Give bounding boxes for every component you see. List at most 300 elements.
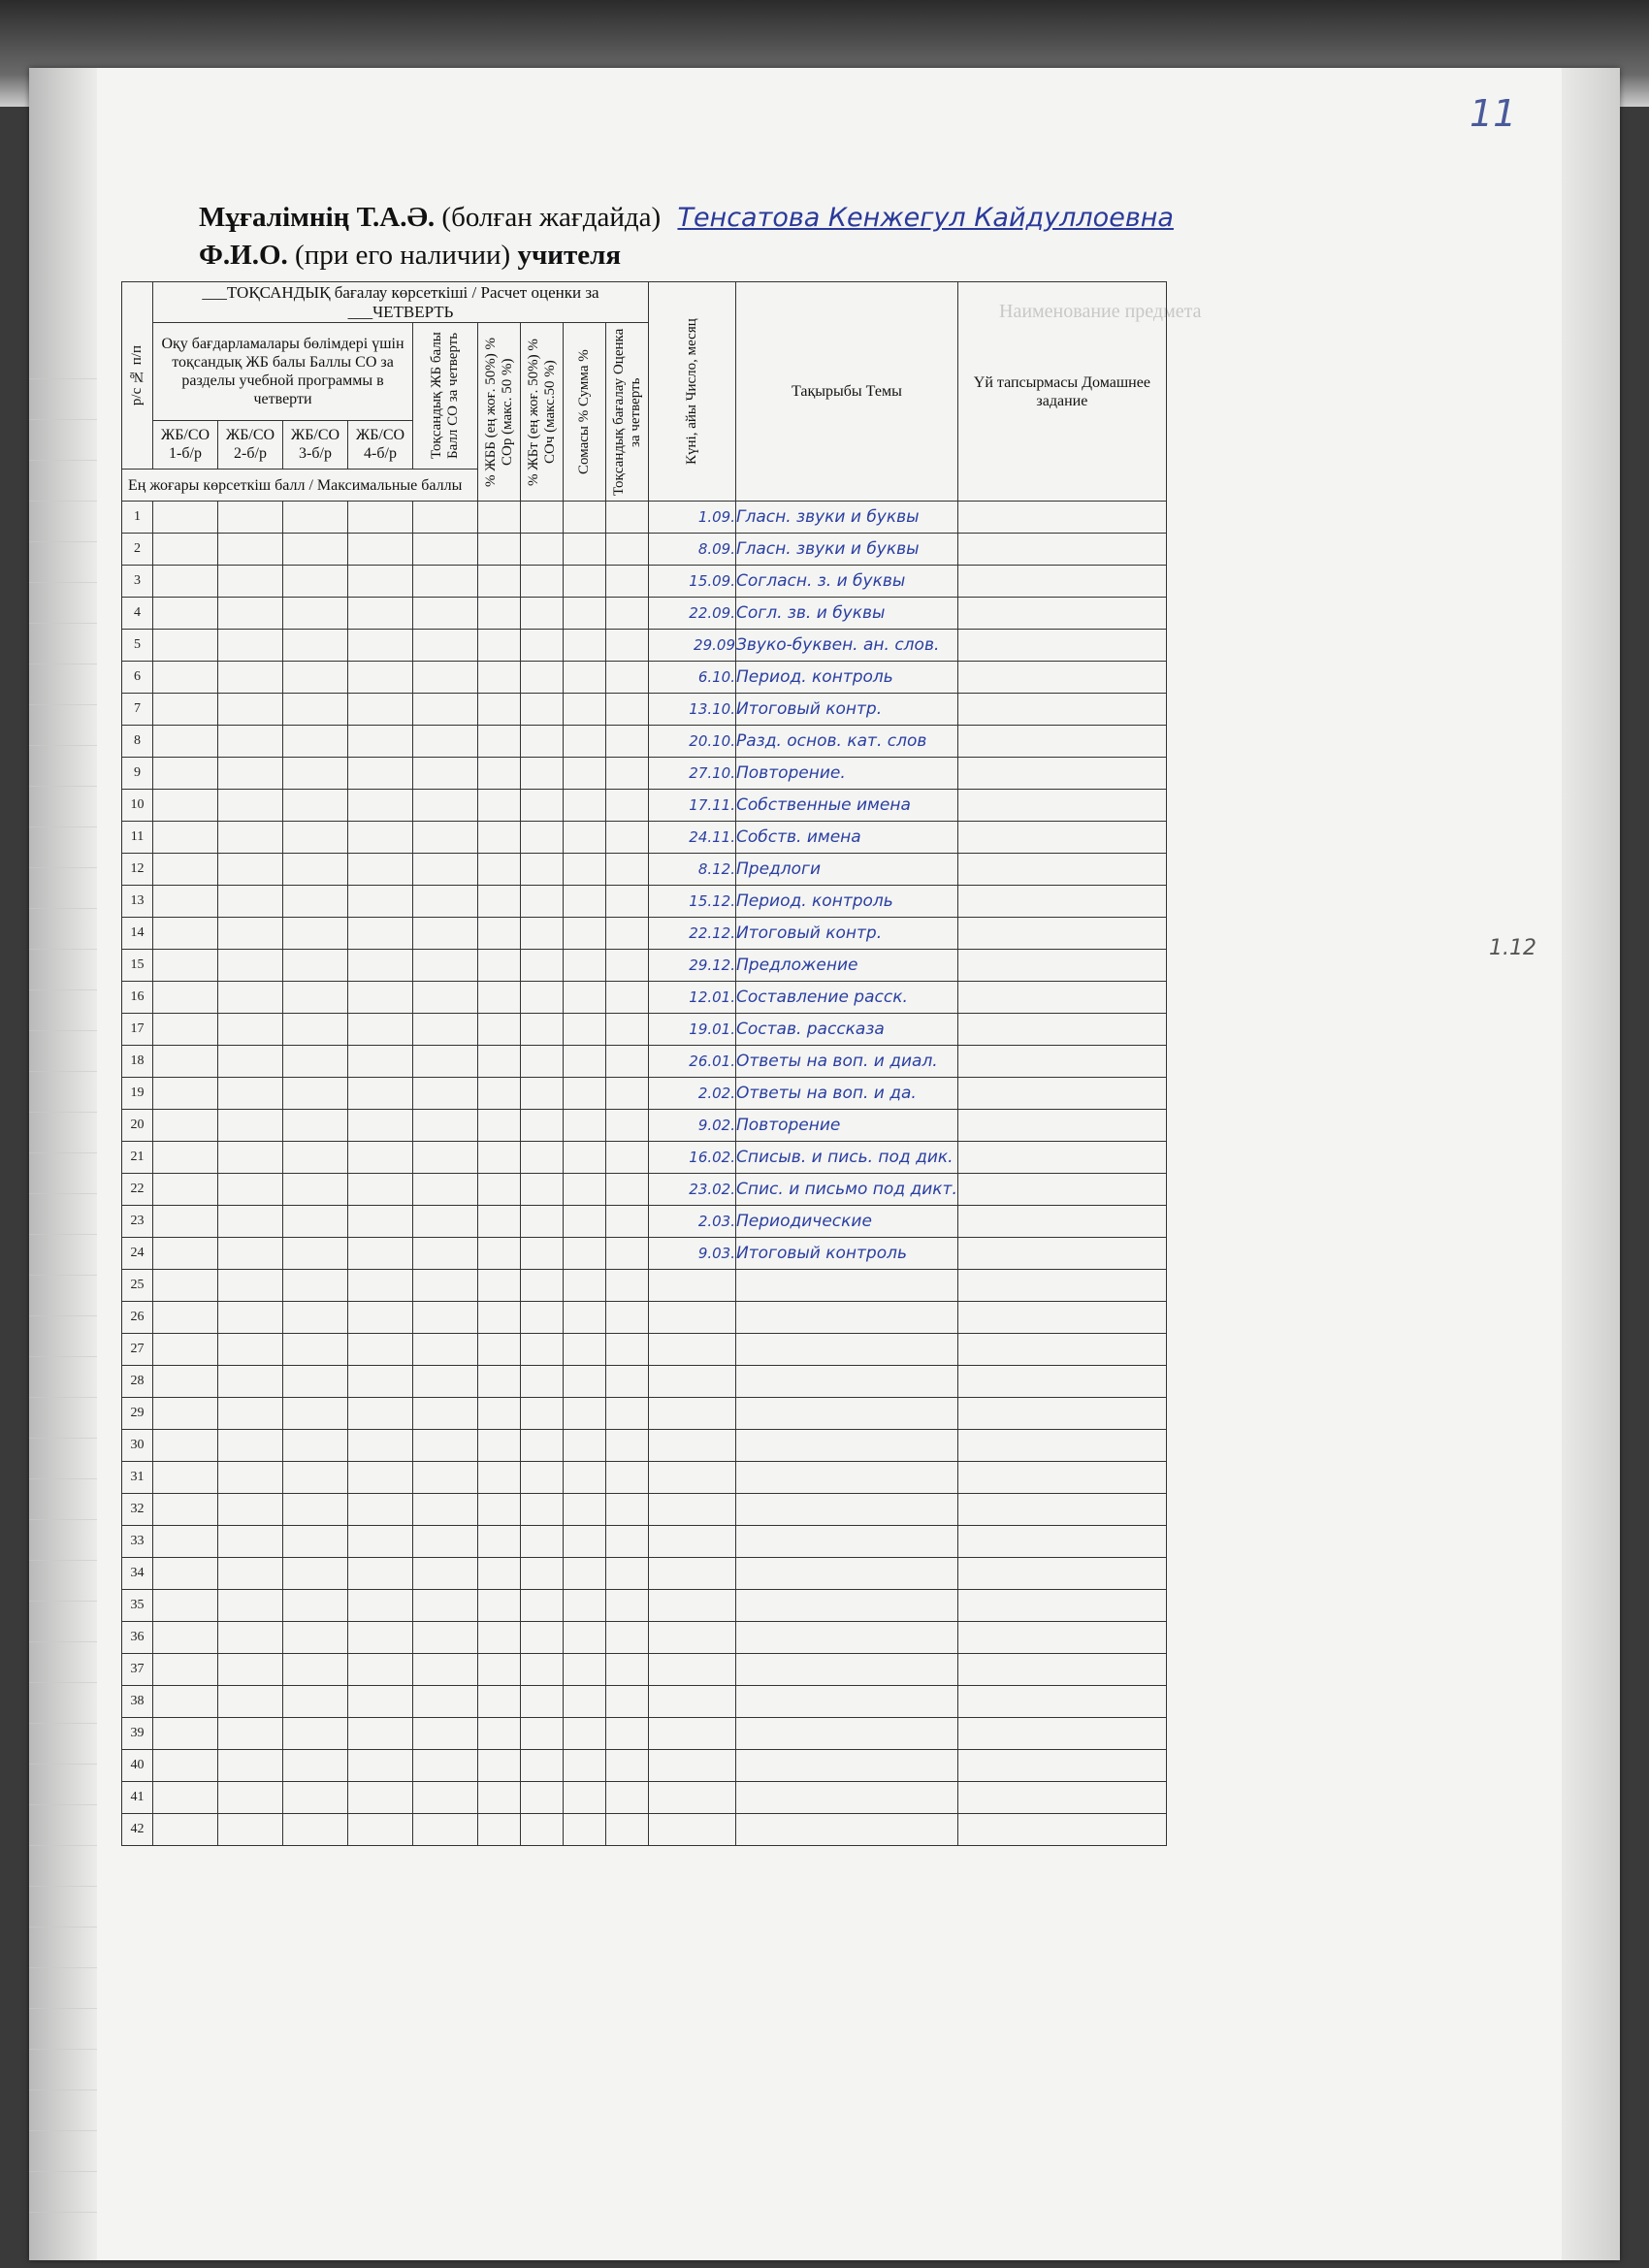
score-cell bbox=[521, 1014, 564, 1046]
row-number: 42 bbox=[122, 1814, 153, 1846]
homework-cell bbox=[957, 694, 1166, 726]
score-cell bbox=[478, 1046, 521, 1078]
score-cell bbox=[283, 566, 348, 598]
score-cell bbox=[606, 726, 649, 758]
score-cell bbox=[283, 1814, 348, 1846]
table-row bbox=[122, 886, 1167, 918]
lesson-date bbox=[649, 1302, 736, 1334]
score-cell bbox=[606, 790, 649, 822]
score-cell bbox=[153, 1142, 218, 1174]
homework-cell bbox=[957, 918, 1166, 950]
score-cell bbox=[521, 758, 564, 790]
score-cell bbox=[348, 854, 413, 886]
lesson-topic: Период. контроль bbox=[736, 662, 958, 694]
score-cell bbox=[521, 662, 564, 694]
score-cell bbox=[218, 790, 283, 822]
table-row bbox=[122, 1686, 1167, 1718]
score-cell bbox=[564, 1142, 606, 1174]
score-cell bbox=[413, 1494, 478, 1526]
lesson-topic bbox=[736, 1782, 958, 1814]
quarter-score-header: Тоқсандық ЖБ балы Балл СО за четверть bbox=[413, 323, 478, 470]
row-number: 6 bbox=[122, 662, 153, 694]
lesson-topic: Итоговый контр. bbox=[736, 918, 958, 950]
score-cell bbox=[413, 1750, 478, 1782]
score-cell bbox=[413, 534, 478, 566]
table-row bbox=[122, 918, 1167, 950]
score-cell bbox=[348, 1718, 413, 1750]
score-cell bbox=[283, 662, 348, 694]
row-number: 25 bbox=[122, 1270, 153, 1302]
score-cell bbox=[606, 1462, 649, 1494]
homework-cell bbox=[957, 1014, 1166, 1046]
lesson-date: 13.10. bbox=[649, 694, 736, 726]
score-cell bbox=[283, 982, 348, 1014]
score-cell bbox=[564, 1558, 606, 1590]
score-cell bbox=[153, 598, 218, 630]
score-cell bbox=[283, 1398, 348, 1430]
score-cell bbox=[413, 1110, 478, 1142]
score-cell bbox=[283, 1686, 348, 1718]
row-number: 18 bbox=[122, 1046, 153, 1078]
score-cell bbox=[413, 1046, 478, 1078]
homework-cell bbox=[957, 1494, 1166, 1526]
row-number: 16 bbox=[122, 982, 153, 1014]
lesson-topic: Период. контроль bbox=[736, 886, 958, 918]
score-cell bbox=[478, 1782, 521, 1814]
row-number: 7 bbox=[122, 694, 153, 726]
score-cell bbox=[413, 1206, 478, 1238]
score-cell bbox=[283, 1430, 348, 1462]
score-cell bbox=[413, 1430, 478, 1462]
row-number: 13 bbox=[122, 886, 153, 918]
lesson-date: 29.12. bbox=[649, 950, 736, 982]
row-number: 26 bbox=[122, 1302, 153, 1334]
score-cell bbox=[348, 1814, 413, 1846]
score-cell bbox=[413, 1654, 478, 1686]
row-number: 4 bbox=[122, 598, 153, 630]
score-cell bbox=[521, 1270, 564, 1302]
max-scores-label: Ең жоғары көрсеткіш балл / Максимальные баллы bbox=[122, 470, 478, 502]
score-cell bbox=[283, 790, 348, 822]
score-cell bbox=[478, 1110, 521, 1142]
score-cell bbox=[521, 1174, 564, 1206]
score-cell bbox=[478, 1366, 521, 1398]
score-cell bbox=[478, 662, 521, 694]
table-row bbox=[122, 1462, 1167, 1494]
score-cell bbox=[348, 1270, 413, 1302]
score-cell bbox=[153, 662, 218, 694]
homework-cell bbox=[957, 982, 1166, 1014]
homework-cell bbox=[957, 534, 1166, 566]
score-cell bbox=[153, 918, 218, 950]
quarter-header-row bbox=[122, 282, 1167, 323]
score-cell bbox=[564, 822, 606, 854]
score-cell bbox=[521, 1558, 564, 1590]
score-cell bbox=[348, 502, 413, 534]
table-row bbox=[122, 726, 1167, 758]
score-cell bbox=[564, 1654, 606, 1686]
score-cell bbox=[606, 1558, 649, 1590]
score-cell bbox=[521, 1782, 564, 1814]
lesson-date: 20.10. bbox=[649, 726, 736, 758]
score-cell bbox=[348, 1078, 413, 1110]
score-cell bbox=[606, 1174, 649, 1206]
score-cell bbox=[283, 1750, 348, 1782]
score-cell bbox=[478, 822, 521, 854]
score-cell bbox=[218, 1238, 283, 1270]
score-cell bbox=[283, 1014, 348, 1046]
sections-header: Оқу бағдарламалары бөлімдері үшін тоқсандық ЖБ балы Баллы СО за разделы учебной программы в четверти bbox=[153, 323, 413, 421]
score-cell bbox=[564, 1014, 606, 1046]
teacher-ru-suffix: учителя bbox=[517, 240, 622, 271]
score-cell bbox=[564, 1462, 606, 1494]
score-cell bbox=[413, 1174, 478, 1206]
score-cell bbox=[606, 598, 649, 630]
score-cell bbox=[348, 1590, 413, 1622]
lesson-topic: Гласн. звуки и буквы bbox=[736, 534, 958, 566]
score-cell bbox=[153, 694, 218, 726]
score-cell bbox=[413, 1718, 478, 1750]
homework-cell bbox=[957, 1206, 1166, 1238]
lesson-date bbox=[649, 1654, 736, 1686]
score-cell bbox=[521, 1750, 564, 1782]
score-cell bbox=[153, 982, 218, 1014]
score-cell bbox=[478, 1430, 521, 1462]
lesson-date: 12.01. bbox=[649, 982, 736, 1014]
score-cell bbox=[478, 758, 521, 790]
lesson-date: 27.10. bbox=[649, 758, 736, 790]
score-cell bbox=[521, 502, 564, 534]
lesson-topic bbox=[736, 1526, 958, 1558]
score-cell bbox=[348, 1334, 413, 1366]
score-cell bbox=[606, 1238, 649, 1270]
score-cell bbox=[521, 790, 564, 822]
table-row bbox=[122, 662, 1167, 694]
score-cell bbox=[153, 950, 218, 982]
score-cell bbox=[606, 630, 649, 662]
score-cell bbox=[153, 1462, 218, 1494]
score-cell bbox=[413, 1270, 478, 1302]
lesson-date: 8.12. bbox=[649, 854, 736, 886]
score-cell bbox=[564, 1206, 606, 1238]
score-cell bbox=[153, 1046, 218, 1078]
score-cell bbox=[283, 1270, 348, 1302]
score-cell bbox=[564, 1366, 606, 1398]
score-cell bbox=[153, 1718, 218, 1750]
score-cell bbox=[564, 758, 606, 790]
row-number: 38 bbox=[122, 1686, 153, 1718]
row-number: 11 bbox=[122, 822, 153, 854]
score-cell bbox=[478, 630, 521, 662]
lesson-date: 15.12. bbox=[649, 886, 736, 918]
row-number: 5 bbox=[122, 630, 153, 662]
score-cell bbox=[606, 1590, 649, 1622]
grade-journal-table bbox=[121, 281, 1167, 1846]
score-cell bbox=[413, 918, 478, 950]
score-cell bbox=[348, 886, 413, 918]
score-cell bbox=[521, 1462, 564, 1494]
score-cell bbox=[478, 918, 521, 950]
score-cell bbox=[348, 1206, 413, 1238]
lesson-date bbox=[649, 1814, 736, 1846]
lesson-topic: Ответы на воп. и диал. bbox=[736, 1046, 958, 1078]
lesson-date: 22.09. bbox=[649, 598, 736, 630]
score-cell bbox=[218, 1078, 283, 1110]
score-cell bbox=[348, 630, 413, 662]
homework-cell bbox=[957, 1110, 1166, 1142]
score-cell bbox=[348, 1110, 413, 1142]
homework-cell bbox=[957, 726, 1166, 758]
score-cell bbox=[283, 1238, 348, 1270]
lesson-topic bbox=[736, 1366, 958, 1398]
score-cell bbox=[218, 502, 283, 534]
table-row bbox=[122, 1782, 1167, 1814]
score-cell bbox=[478, 1622, 521, 1654]
score-cell bbox=[218, 822, 283, 854]
teacher-name-handwritten: Тенсатова Кенжегул Кайдуллоевна bbox=[677, 203, 1174, 233]
score-cell bbox=[564, 1270, 606, 1302]
teacher-kz-note: (болған жағдайда) bbox=[441, 202, 662, 233]
lesson-topic: Состав. рассказа bbox=[736, 1014, 958, 1046]
row-number: 8 bbox=[122, 726, 153, 758]
table-row bbox=[122, 822, 1167, 854]
score-cell bbox=[521, 1718, 564, 1750]
row-number: 40 bbox=[122, 1750, 153, 1782]
score-cell bbox=[564, 1078, 606, 1110]
score-cell bbox=[478, 1014, 521, 1046]
lesson-topic: Повторение. bbox=[736, 758, 958, 790]
score-cell bbox=[218, 1814, 283, 1846]
homework-cell bbox=[957, 1174, 1166, 1206]
table-row bbox=[122, 758, 1167, 790]
score-cell bbox=[153, 886, 218, 918]
homework-cell bbox=[957, 1590, 1166, 1622]
lesson-date: 9.03. bbox=[649, 1238, 736, 1270]
score-cell bbox=[348, 1366, 413, 1398]
score-cell bbox=[153, 1430, 218, 1462]
score-cell bbox=[478, 1686, 521, 1718]
score-cell bbox=[153, 1750, 218, 1782]
score-cell bbox=[218, 1302, 283, 1334]
lesson-date bbox=[649, 1750, 736, 1782]
score-cell bbox=[521, 1110, 564, 1142]
score-cell bbox=[413, 694, 478, 726]
score-cell bbox=[478, 1398, 521, 1430]
score-cell bbox=[478, 950, 521, 982]
score-cell bbox=[218, 1494, 283, 1526]
score-cell bbox=[564, 1398, 606, 1430]
score-cell bbox=[283, 1366, 348, 1398]
page-number: 11 bbox=[1470, 92, 1517, 135]
teacher-kz-label: Мұғалімнің Т.А.Ә. bbox=[199, 202, 436, 233]
score-cell bbox=[218, 1430, 283, 1462]
score-cell bbox=[478, 1750, 521, 1782]
score-cell bbox=[413, 1782, 478, 1814]
score-cell bbox=[564, 1718, 606, 1750]
lesson-topic: Согл. зв. и буквы bbox=[736, 598, 958, 630]
lesson-topic bbox=[736, 1814, 958, 1846]
score-cell bbox=[564, 790, 606, 822]
score-cell bbox=[153, 1526, 218, 1558]
homework-cell bbox=[957, 1238, 1166, 1270]
lesson-date bbox=[649, 1686, 736, 1718]
lesson-topic: Составление расск. bbox=[736, 982, 958, 1014]
homework-cell bbox=[957, 1526, 1166, 1558]
score-cell bbox=[606, 662, 649, 694]
score-cell bbox=[478, 534, 521, 566]
score-cell bbox=[413, 502, 478, 534]
score-cell bbox=[606, 822, 649, 854]
lesson-topic bbox=[736, 1462, 958, 1494]
row-number: 15 bbox=[122, 950, 153, 982]
score-cell bbox=[153, 758, 218, 790]
score-cell bbox=[413, 1526, 478, 1558]
score-cell bbox=[413, 758, 478, 790]
score-cell bbox=[413, 1686, 478, 1718]
row-number: 27 bbox=[122, 1334, 153, 1366]
score-cell bbox=[564, 950, 606, 982]
score-cell bbox=[564, 726, 606, 758]
score-cell bbox=[218, 1398, 283, 1430]
score-cell bbox=[413, 1334, 478, 1366]
row-number: 31 bbox=[122, 1462, 153, 1494]
lesson-topic bbox=[736, 1494, 958, 1526]
score-cell bbox=[348, 1494, 413, 1526]
score-cell bbox=[348, 566, 413, 598]
lesson-date bbox=[649, 1398, 736, 1430]
score-cell bbox=[218, 662, 283, 694]
score-cell bbox=[564, 1494, 606, 1526]
lesson-topic bbox=[736, 1430, 958, 1462]
score-cell bbox=[218, 758, 283, 790]
score-cell bbox=[153, 726, 218, 758]
score-cell bbox=[413, 1590, 478, 1622]
score-cell bbox=[564, 1430, 606, 1462]
journal-page bbox=[29, 68, 1620, 2260]
lesson-date: 2.03. bbox=[649, 1206, 736, 1238]
score-cell bbox=[348, 598, 413, 630]
homework-cell bbox=[957, 1558, 1166, 1590]
lesson-topic: Спис. и письмо под дикт. bbox=[736, 1174, 958, 1206]
score-cell bbox=[606, 1014, 649, 1046]
score-cell bbox=[348, 534, 413, 566]
journal-body bbox=[122, 282, 1167, 1846]
row-number: 9 bbox=[122, 758, 153, 790]
lesson-date bbox=[649, 1462, 736, 1494]
score-cell bbox=[283, 1558, 348, 1590]
lesson-topic: Повторение bbox=[736, 1110, 958, 1142]
score-cell bbox=[521, 1430, 564, 1462]
table-row bbox=[122, 598, 1167, 630]
score-cell bbox=[478, 1334, 521, 1366]
score-cell bbox=[348, 726, 413, 758]
score-cell bbox=[521, 918, 564, 950]
score-cell bbox=[521, 1654, 564, 1686]
lesson-date bbox=[649, 1718, 736, 1750]
score-cell bbox=[218, 1718, 283, 1750]
score-cell bbox=[283, 1590, 348, 1622]
lesson-topic: Периодические bbox=[736, 1206, 958, 1238]
row-number: 36 bbox=[122, 1622, 153, 1654]
score-cell bbox=[413, 1622, 478, 1654]
score-cell bbox=[218, 1014, 283, 1046]
score-cell bbox=[413, 854, 478, 886]
score-cell bbox=[564, 918, 606, 950]
score-cell bbox=[478, 982, 521, 1014]
row-number: 34 bbox=[122, 1558, 153, 1590]
so-column-4: ЖБ/СО 4-б/р bbox=[348, 420, 413, 469]
date-header: Күні, айы Число, месяц bbox=[649, 282, 736, 502]
score-cell bbox=[564, 1302, 606, 1334]
score-cell bbox=[521, 1142, 564, 1174]
lesson-date: 24.11. bbox=[649, 822, 736, 854]
table-row bbox=[122, 950, 1167, 982]
score-cell bbox=[564, 1174, 606, 1206]
score-cell bbox=[606, 534, 649, 566]
sum-header: Сомасы % Сумма % bbox=[564, 323, 606, 502]
table-row bbox=[122, 502, 1167, 534]
lesson-topic: Гласн. звуки и буквы bbox=[736, 502, 958, 534]
homework-cell bbox=[957, 566, 1166, 598]
score-cell bbox=[478, 1174, 521, 1206]
score-cell bbox=[348, 1782, 413, 1814]
lesson-date bbox=[649, 1270, 736, 1302]
score-cell bbox=[478, 598, 521, 630]
table-row bbox=[122, 1494, 1167, 1526]
so-column-1: ЖБ/СО 1-б/р bbox=[153, 420, 218, 469]
score-cell bbox=[521, 854, 564, 886]
score-cell bbox=[564, 534, 606, 566]
lesson-topic: Ответы на воп. и да. bbox=[736, 1078, 958, 1110]
score-cell bbox=[153, 1558, 218, 1590]
score-cell bbox=[521, 1526, 564, 1558]
score-cell bbox=[348, 918, 413, 950]
score-cell bbox=[283, 1174, 348, 1206]
score-cell bbox=[478, 1142, 521, 1174]
table-row bbox=[122, 1398, 1167, 1430]
lesson-topic bbox=[736, 1750, 958, 1782]
score-cell bbox=[153, 1782, 218, 1814]
lesson-topic: Собств. имена bbox=[736, 822, 958, 854]
score-cell bbox=[348, 662, 413, 694]
score-cell bbox=[606, 502, 649, 534]
score-cell bbox=[564, 854, 606, 886]
score-cell bbox=[283, 822, 348, 854]
lesson-date: 26.01. bbox=[649, 1046, 736, 1078]
score-cell bbox=[153, 630, 218, 662]
table-row bbox=[122, 694, 1167, 726]
score-cell bbox=[413, 1078, 478, 1110]
score-cell bbox=[283, 598, 348, 630]
score-cell bbox=[283, 1718, 348, 1750]
table-row bbox=[122, 1014, 1167, 1046]
score-cell bbox=[478, 1078, 521, 1110]
score-cell bbox=[283, 630, 348, 662]
score-cell bbox=[606, 1782, 649, 1814]
score-cell bbox=[283, 1078, 348, 1110]
score-cell bbox=[606, 1334, 649, 1366]
final-grade-header: Тоқсандық бағалау Оценка за четверть bbox=[606, 323, 649, 502]
score-cell bbox=[153, 1078, 218, 1110]
lesson-topic bbox=[736, 1718, 958, 1750]
score-cell bbox=[478, 1302, 521, 1334]
teacher-ru-note: (при его наличии) bbox=[295, 240, 511, 271]
score-cell bbox=[153, 1686, 218, 1718]
score-cell bbox=[564, 502, 606, 534]
score-cell bbox=[564, 1622, 606, 1654]
score-cell bbox=[348, 758, 413, 790]
teacher-line-kz bbox=[199, 199, 1557, 237]
